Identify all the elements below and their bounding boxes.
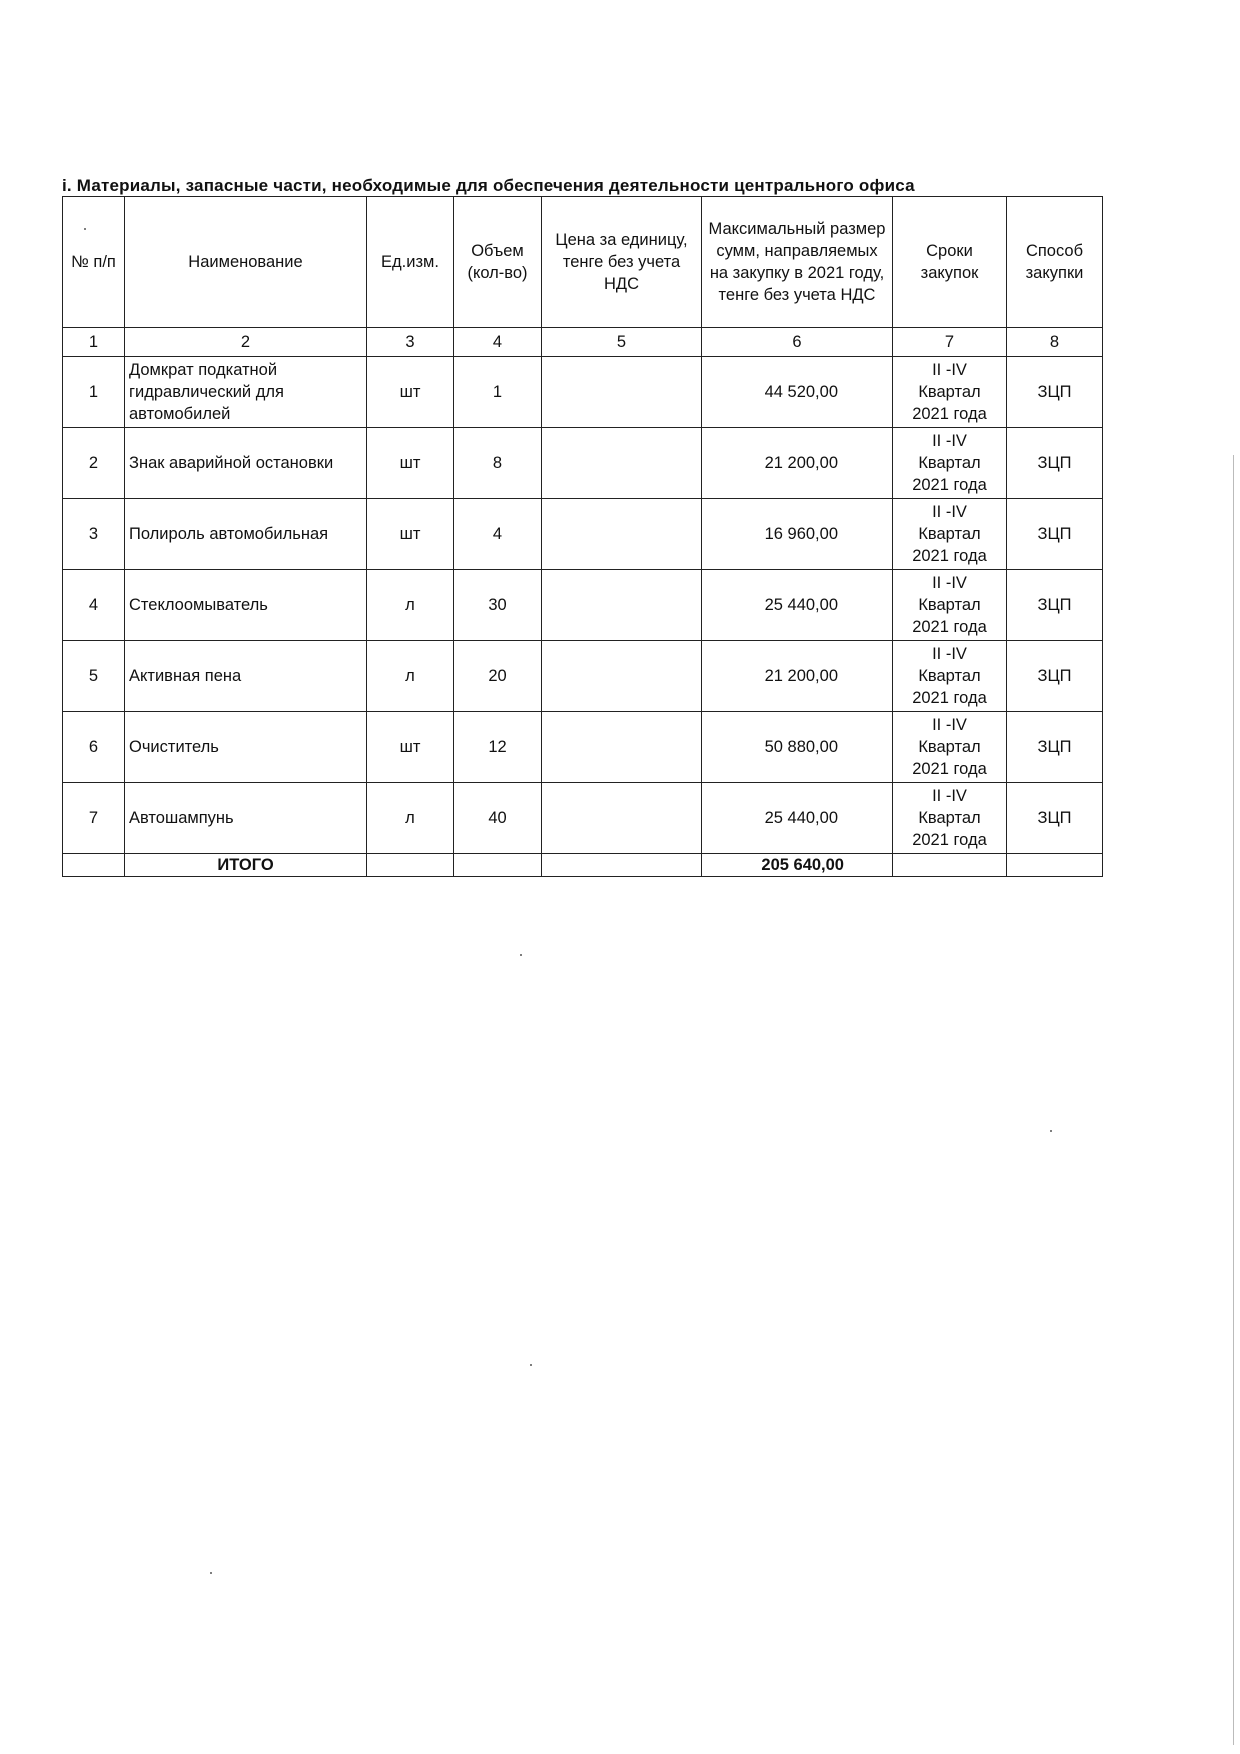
- item-method: ЗЦП: [1007, 783, 1103, 854]
- item-price: [542, 641, 702, 712]
- item-period: [893, 357, 1007, 428]
- total-label: ИТОГО: [125, 854, 367, 877]
- total-empty-cell: [1007, 854, 1103, 877]
- item-unit: шт: [367, 499, 454, 570]
- total-empty-cell: [454, 854, 542, 877]
- row-number: 3: [63, 499, 125, 570]
- period-line: II -IV: [932, 503, 967, 521]
- period-line: 2021 года: [912, 618, 987, 636]
- item-name: Очиститель: [125, 712, 367, 783]
- item-sum: 25 440,00: [702, 570, 893, 641]
- item-unit: шт: [367, 712, 454, 783]
- item-sum: 25 440,00: [702, 783, 893, 854]
- item-quantity: 40: [454, 783, 542, 854]
- row-number: 6: [63, 712, 125, 783]
- scan-speck: [84, 228, 86, 230]
- total-sum: 205 640,00: [702, 854, 893, 877]
- column-number: 2: [125, 328, 367, 357]
- period-line: 2021 года: [912, 689, 987, 707]
- column-number-row: [63, 328, 1103, 357]
- item-method: ЗЦП: [1007, 428, 1103, 499]
- item-quantity: 4: [454, 499, 542, 570]
- column-number: 6: [702, 328, 893, 357]
- item-period: [893, 783, 1007, 854]
- period-line: Квартал: [918, 596, 981, 614]
- period-line: 2021 года: [912, 547, 987, 565]
- period-line: 2021 года: [912, 760, 987, 778]
- total-row: [63, 854, 1103, 877]
- item-quantity: 8: [454, 428, 542, 499]
- header-unit-price: Цена за единицу, тенге без учета НДС: [542, 197, 702, 328]
- item-quantity: 20: [454, 641, 542, 712]
- period-line: II -IV: [932, 574, 967, 592]
- period-line: II -IV: [932, 645, 967, 663]
- column-number: 5: [542, 328, 702, 357]
- total-empty-cell: [893, 854, 1007, 877]
- table-row: [63, 783, 1103, 854]
- header-max-sum: Максимальный размер сумм, направляемых на закупку в 2021 году, тенге без учета НДС: [702, 197, 893, 328]
- section-title: i. Материалы, запасные части, необходимые для обеспечения деятельности центрального офиса: [62, 176, 915, 195]
- procurement-table: [62, 196, 1103, 877]
- item-method: ЗЦП: [1007, 499, 1103, 570]
- item-period: [893, 641, 1007, 712]
- period-line: 2021 года: [912, 831, 987, 849]
- period-line: 2021 года: [912, 405, 987, 423]
- item-method: ЗЦП: [1007, 712, 1103, 783]
- total-empty-cell: [63, 854, 125, 877]
- item-name: Активная пена: [125, 641, 367, 712]
- row-number: 2: [63, 428, 125, 499]
- item-unit: л: [367, 641, 454, 712]
- item-sum: 50 880,00: [702, 712, 893, 783]
- item-name: Домкрат подкатной гидравлический для автомобилей: [125, 357, 367, 428]
- table-row: [63, 641, 1103, 712]
- header-row: [63, 197, 1103, 328]
- item-quantity: 30: [454, 570, 542, 641]
- item-quantity: 1: [454, 357, 542, 428]
- table-row: [63, 357, 1103, 428]
- table-row: [63, 570, 1103, 641]
- row-number: 1: [63, 357, 125, 428]
- period-line: Квартал: [918, 738, 981, 756]
- item-period: [893, 499, 1007, 570]
- header-number: № п/п: [63, 197, 125, 328]
- item-method: ЗЦП: [1007, 641, 1103, 712]
- item-price: [542, 570, 702, 641]
- table-row: [63, 428, 1103, 499]
- item-name: Автошампунь: [125, 783, 367, 854]
- header-name: Наименование: [125, 197, 367, 328]
- period-line: II -IV: [932, 432, 967, 450]
- column-number: 8: [1007, 328, 1103, 357]
- total-empty-cell: [542, 854, 702, 877]
- item-name: Стеклоомыватель: [125, 570, 367, 641]
- total-empty-cell: [367, 854, 454, 877]
- item-price: [542, 357, 702, 428]
- header-quantity: Объем (кол-во): [454, 197, 542, 328]
- column-number: 7: [893, 328, 1007, 357]
- item-price: [542, 712, 702, 783]
- item-method: ЗЦП: [1007, 357, 1103, 428]
- header-period: Сроки закупок: [893, 197, 1007, 328]
- item-price: [542, 783, 702, 854]
- period-line: Квартал: [918, 454, 981, 472]
- item-method: ЗЦП: [1007, 570, 1103, 641]
- column-number: 1: [63, 328, 125, 357]
- column-number: 3: [367, 328, 454, 357]
- header-method: Способ закупки: [1007, 197, 1103, 328]
- scan-speck: [530, 1364, 532, 1366]
- item-name: Полироль автомобильная: [125, 499, 367, 570]
- period-line: Квартал: [918, 667, 981, 685]
- row-number: 4: [63, 570, 125, 641]
- scan-speck: [1050, 1130, 1052, 1132]
- item-price: [542, 428, 702, 499]
- header-unit: Ед.изм.: [367, 197, 454, 328]
- item-unit: шт: [367, 357, 454, 428]
- table-row: [63, 712, 1103, 783]
- period-line: II -IV: [932, 361, 967, 379]
- row-number: 5: [63, 641, 125, 712]
- item-period: [893, 712, 1007, 783]
- item-period: [893, 428, 1007, 499]
- item-unit: л: [367, 783, 454, 854]
- table-row: [63, 499, 1103, 570]
- column-number: 4: [454, 328, 542, 357]
- item-name: Знак аварийной остановки: [125, 428, 367, 499]
- period-line: 2021 года: [912, 476, 987, 494]
- item-sum: 16 960,00: [702, 499, 893, 570]
- period-line: Квартал: [918, 809, 981, 827]
- item-quantity: 12: [454, 712, 542, 783]
- item-sum: 21 200,00: [702, 428, 893, 499]
- row-number: 7: [63, 783, 125, 854]
- item-price: [542, 499, 702, 570]
- period-line: Квартал: [918, 525, 981, 543]
- scan-edge-line: [1233, 455, 1234, 1745]
- item-period: [893, 570, 1007, 641]
- period-line: Квартал: [918, 383, 981, 401]
- item-unit: шт: [367, 428, 454, 499]
- item-sum: 21 200,00: [702, 641, 893, 712]
- scan-speck: [210, 1572, 212, 1574]
- period-line: II -IV: [932, 787, 967, 805]
- item-unit: л: [367, 570, 454, 641]
- period-line: II -IV: [932, 716, 967, 734]
- item-sum: 44 520,00: [702, 357, 893, 428]
- scan-speck: [520, 954, 522, 956]
